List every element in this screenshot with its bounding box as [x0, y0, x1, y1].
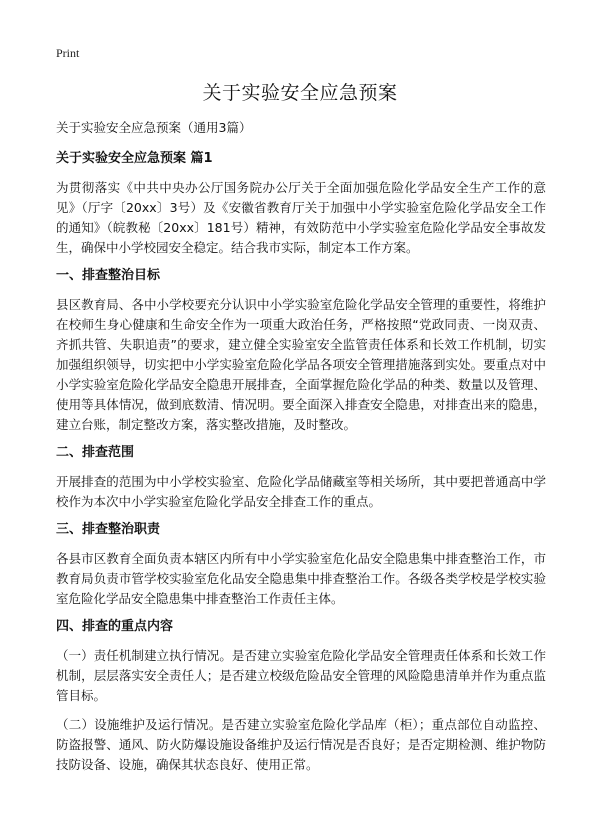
piece-heading: 关于实验安全应急预案 篇1 — [56, 151, 213, 166]
paragraph: 开展排查的范围为中小学校实验室、危险化学品储藏室等相关场所，其中要把普通高中学校作为本次中小学实验室危险化学品安全排查工作的重点。 — [56, 474, 546, 509]
paragraph: （一）责任机制建立执行情况。是否建立实验室危险化学品安全管理责任体系和长效工作机制，层层落实安全责任人；是否建立校级危险品安全管理的风险隐患清单并作为重点监管目标。 — [56, 648, 546, 703]
section-heading-scope: 二、排查范围 — [56, 445, 135, 460]
section-heading-duties: 三、排查整治职责 — [56, 522, 161, 537]
intro-paragraph: 为贯彻落实《中共中央办公厅国务院办公厅关于全面加强危险化学品安全生产工作的意见》（厅字〔20xx〕3号）及《安徽省教育厅关于加强中小学实验室危险化学品安全工作的通知》（皖教秘〔20xx〕181号）精神，有效防范中小学实验室危险化学品安全事故发生，确保中小学校园安全稳定。结合我市实际，制定本工作方案。 — [56, 180, 546, 255]
document-subtitle: 关于实验安全应急预案（通用3篇） — [56, 120, 252, 135]
print-link[interactable]: Print — [56, 46, 80, 60]
page-title: 关于实验安全应急预案 — [202, 82, 398, 104]
section-heading-goals: 一、排查整治目标 — [56, 268, 161, 283]
section-heading-key-content: 四、排查的重点内容 — [56, 619, 174, 634]
paragraph: 县区教育局、各中小学校要充分认识中小学实验室危险化学品安全管理的重要性，将维护在校师生身心健康和生命安全作为一项重大政治任务，严格按照“党政同责、一岗双责、齐抓共管、失职追责”的要求，建立健全实验室安全监管责任体系和长效工作机制，切实加强组织领导，切实把中小学实验室危险化学品各项安全管理措施落到实处。要重点对中小学实验室危险化学品安全隐患开展排查，全面掌握危险化学品的种类、数量以及管理、使用等具体情况，做到底数清、情况明。要全面深入排查安全隐患，对排查出来的隐患，建立台账，制定整改方案，落实整改措施，及时整改。 — [56, 297, 546, 432]
document-body — [56, 150, 546, 784]
paragraph: 各县市区教育全面负责本辖区内所有中小学实验室危化品安全隐患集中排查整治工作，市教育局负责市管学校实验室危化品安全隐患集中排查整治工作。各级各类学校是学校实验室危险化学品安全隐患集中排查整治工作责任主体。 — [56, 551, 546, 606]
paragraph: （二）设施维护及运行情况。是否建立实验室危险化学品库（柜）；重点部位自动监控、防盗报警、通风、防火防爆设施设备维护及运行情况是否良好；是否定期检测、维护物防技防设备、设施，确保其状态良好、使用正常。 — [56, 717, 546, 772]
